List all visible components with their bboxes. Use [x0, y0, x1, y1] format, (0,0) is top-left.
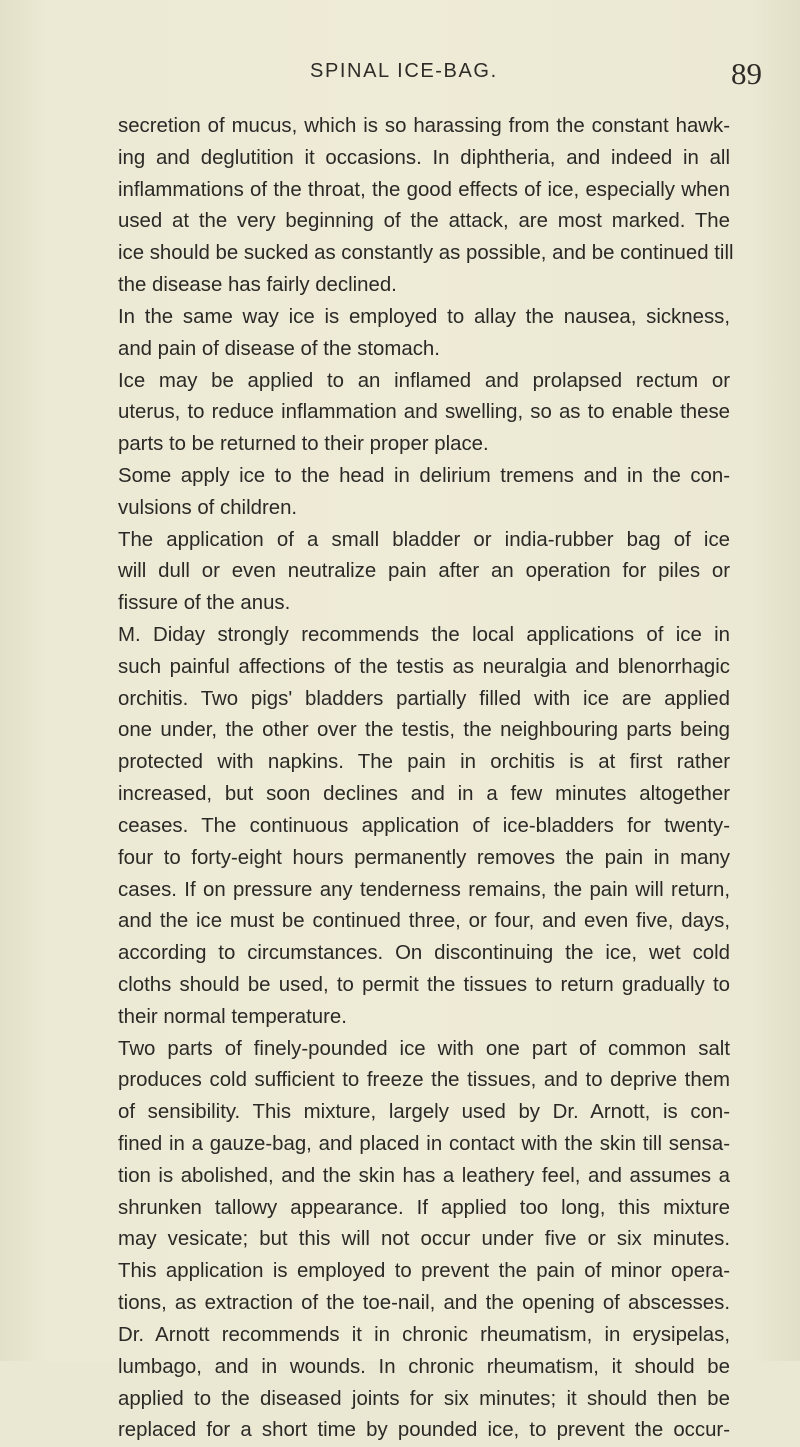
- text-line: four to forty-eight hours permanently removes the pain in many: [118, 846, 730, 869]
- text-line: fissure of the anus.: [118, 592, 291, 615]
- text-line: shrunken tallowy appearance. If applied too long, this mixture: [118, 1196, 730, 1219]
- text-line: one under, the other over the testis, the neighbouring parts being: [118, 719, 730, 742]
- body-text: [118, 111, 734, 1447]
- running-head: SPINAL ICE-BAG.: [310, 60, 498, 82]
- text-line: tion is abolished, and the skin has a leathery feel, and assumes a: [118, 1164, 730, 1187]
- text-line: In the same way ice is employed to allay the nausea, sickness,: [118, 305, 730, 328]
- text-line: used at the very beginning of the attack, are most marked. The: [118, 210, 730, 233]
- text-line: ceases. The continuous application of ice-bladders for twenty-: [118, 814, 730, 837]
- text-line: replaced for a short time by pounded ice, to prevent the occur-: [118, 1419, 730, 1442]
- text-line: according to circumstances. On discontinuing the ice, wet cold: [118, 942, 730, 965]
- text-line: inflammations of the throat, the good effects of ice, especially when: [118, 178, 730, 201]
- text-line: lumbago, and in wounds. In chronic rheumatism, it should be: [118, 1355, 730, 1378]
- text-line: secretion of mucus, which is so harassing from the constant hawk-: [118, 115, 730, 137]
- text-line: parts to be returned to their proper place.: [118, 433, 489, 456]
- text-line: ing and deglutition it occasions. In diphtheria, and indeed in all: [118, 146, 730, 169]
- text-line: applied to the diseased joints for six minutes; it should then be: [118, 1387, 730, 1410]
- text-line: uterus, to reduce inflammation and swelling, so as to enable these: [118, 401, 730, 424]
- page-header: [0, 56, 800, 96]
- text-line: of sensibility. This mixture, largely used by Dr. Arnott, is con-: [118, 1101, 730, 1124]
- text-line: fined in a gauze-bag, and placed in contact with the skin till sensa-: [118, 1133, 730, 1155]
- text-line: such painful affections of the testis as neuralgia and blenorrhagic: [118, 655, 730, 678]
- text-line: cases. If on pressure any tenderness remains, the pain will return,: [118, 878, 730, 901]
- text-line: cloths should be used, to permit the tissues to return gradually to: [118, 973, 730, 996]
- text-line: tions, as extraction of the toe-nail, and the opening of abscesses.: [118, 1292, 730, 1315]
- text-line: Some apply ice to the head in delirium tremens and in the con-: [118, 464, 730, 487]
- text-line: produces cold sufficient to freeze the tissues, and to deprive them: [118, 1069, 730, 1092]
- text-line: vulsions of children.: [118, 496, 298, 519]
- text-line: their normal temperature.: [118, 1005, 347, 1028]
- text-line: increased, but soon declines and in a few minutes altogether: [118, 783, 730, 806]
- text-line: ice should be sucked as constantly as possible, and be continued till: [118, 242, 734, 265]
- text-line: The application of a small bladder or india-rubber bag of ice: [118, 528, 730, 551]
- text-line: and pain of disease of the stomach.: [118, 337, 440, 360]
- text-line: This application is employed to prevent the pain of minor opera-: [118, 1260, 730, 1283]
- text-line: will dull or even neutralize pain after an operation for piles or: [118, 560, 730, 583]
- text-line: the disease has fairly declined.: [118, 274, 397, 297]
- text-line: protected with napkins. The pain in orchitis is at first rather: [118, 751, 730, 774]
- text-line: may vesicate; but this will not occur under five or six minutes.: [118, 1228, 730, 1251]
- text-line: Two parts of finely-pounded ice with one part of common salt: [118, 1037, 730, 1060]
- text-line: and the ice must be continued three, or four, and even five, days,: [118, 910, 730, 933]
- page-number: 89: [731, 56, 762, 91]
- text-line: M. Diday strongly recommends the local applications of ice in: [118, 624, 730, 646]
- text-line: orchitis. Two pigs' bladders partially filled with ice are applied: [118, 687, 730, 710]
- text-line: Dr. Arnott recommends it in chronic rheumatism, in erysipelas,: [118, 1323, 730, 1346]
- text-line: Ice may be applied to an inflamed and prolapsed rectum or: [118, 369, 730, 392]
